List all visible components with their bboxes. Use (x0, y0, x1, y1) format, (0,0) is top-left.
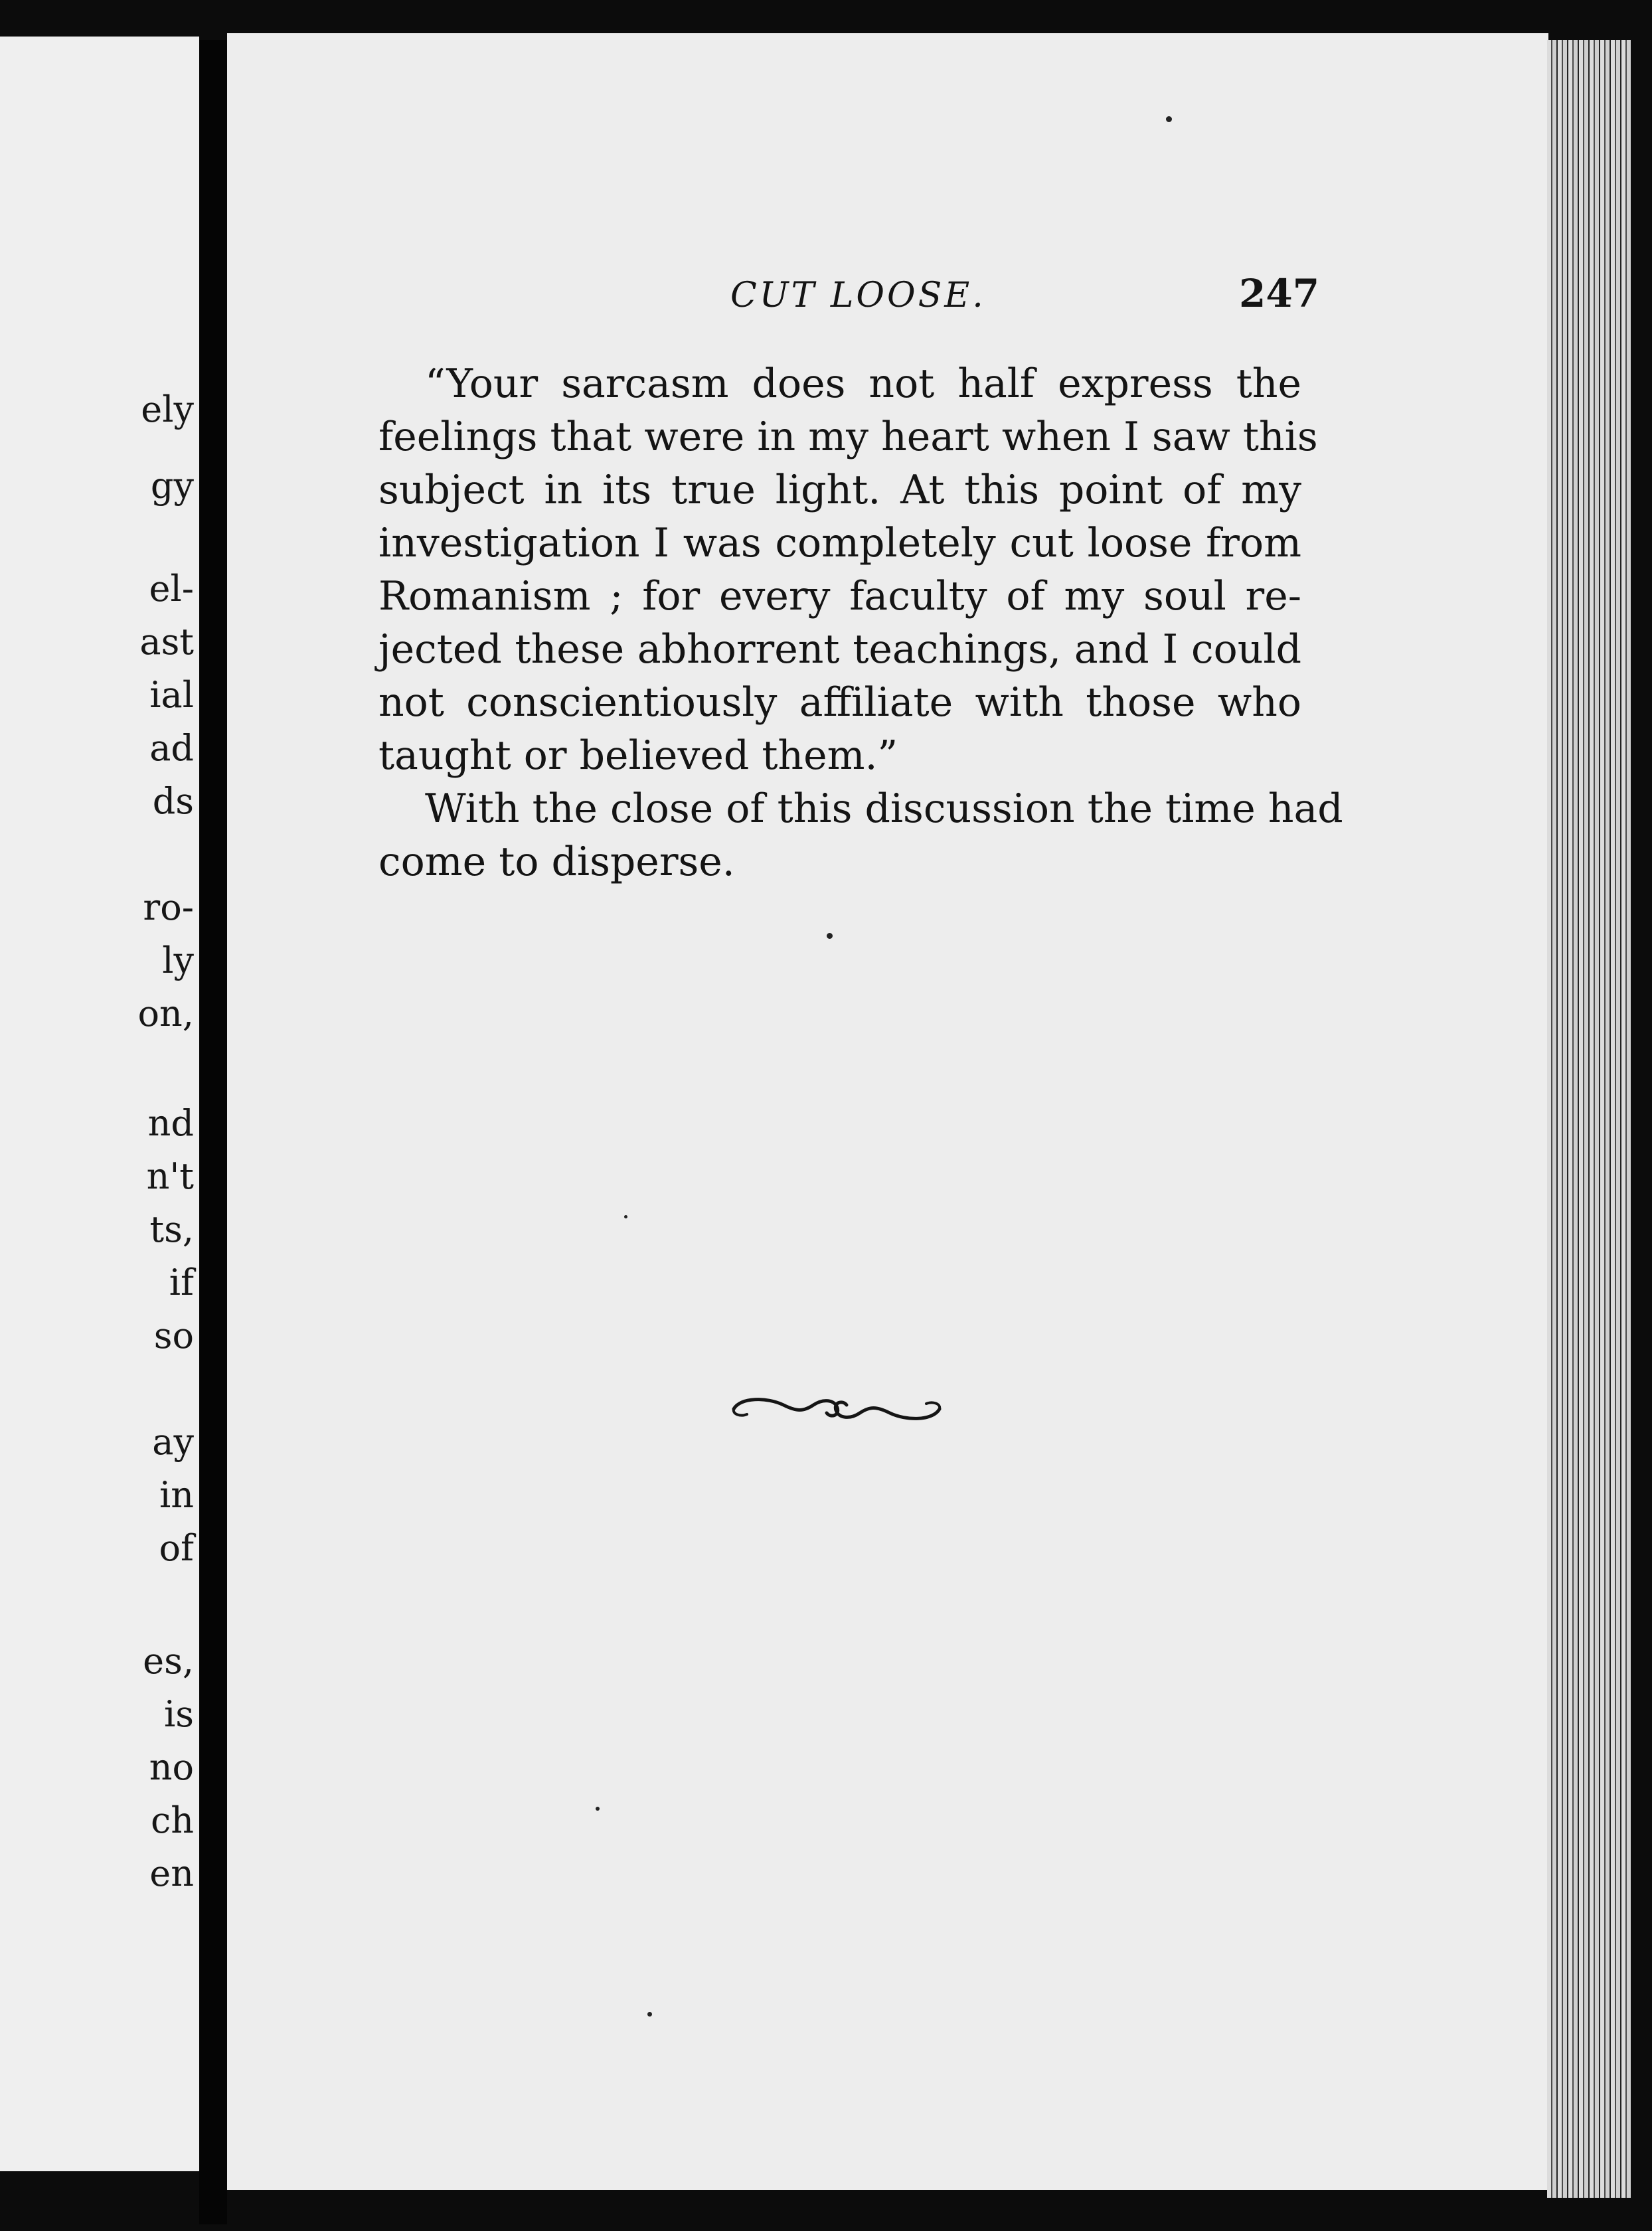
text-line: “Your sarcasm does not half express the (425, 361, 1301, 407)
text-line: With the close of this discussion the time had (425, 785, 1343, 832)
text-line: investigation I was completely cut loose from (378, 520, 1301, 566)
left-fragment: if (169, 1262, 194, 1303)
running-head: CUT LOOSE. (730, 276, 986, 315)
text-line: subject in its true light. At this point of my (378, 467, 1301, 513)
paragraph-2 (378, 782, 1343, 888)
text-line: Romanism ; for every faculty of my soul re- (378, 573, 1301, 620)
binding-gutter (199, 40, 227, 2224)
left-fragment: nd (147, 1102, 194, 1144)
left-fragment: ds (152, 780, 194, 822)
paper-speck (596, 1807, 600, 1811)
left-fragment: ay (152, 1421, 194, 1463)
text-line: come to disperse. (378, 839, 735, 885)
left-fragment: el- (149, 568, 194, 610)
page-number: 247 (1239, 271, 1320, 316)
left-fragment: ro- (143, 886, 194, 928)
paragraph-1 (378, 357, 1318, 782)
page-edges (1547, 40, 1631, 2198)
paper-speck (624, 1215, 627, 1218)
left-fragment: in (159, 1474, 194, 1516)
paper-speck (647, 2012, 652, 2017)
left-fragment: ly (162, 940, 194, 981)
left-facing-page (0, 37, 199, 2171)
left-fragment: ial (149, 674, 194, 716)
text-line: jected these abhorrent teachings, and I could (378, 626, 1301, 673)
left-fragment: ast (139, 621, 194, 663)
paper-speck (827, 933, 833, 939)
left-fragment: ely (141, 388, 194, 430)
left-fragment: ts, (149, 1208, 194, 1250)
left-fragment: so (153, 1315, 194, 1357)
left-fragment: en (149, 1853, 194, 1894)
ornament-flourish-icon (720, 1388, 953, 1428)
left-fragment: gy (150, 465, 194, 507)
text-line: taught or believed them.” (378, 732, 898, 779)
text-line: feelings that were in my heart when I saw this (378, 414, 1318, 460)
left-fragment: es, (143, 1640, 194, 1682)
left-fragment: ad (149, 727, 194, 769)
left-fragment: is (164, 1693, 194, 1735)
text-block (378, 357, 1343, 888)
paper-speck (1166, 116, 1172, 122)
left-fragment: on, (137, 993, 194, 1034)
left-fragment: of (159, 1527, 194, 1569)
text-line: not conscientiously affiliate with those who (378, 679, 1301, 726)
left-fragment: no (149, 1746, 194, 1788)
left-fragment: ch (150, 1799, 194, 1841)
left-fragment: n't (146, 1155, 194, 1197)
